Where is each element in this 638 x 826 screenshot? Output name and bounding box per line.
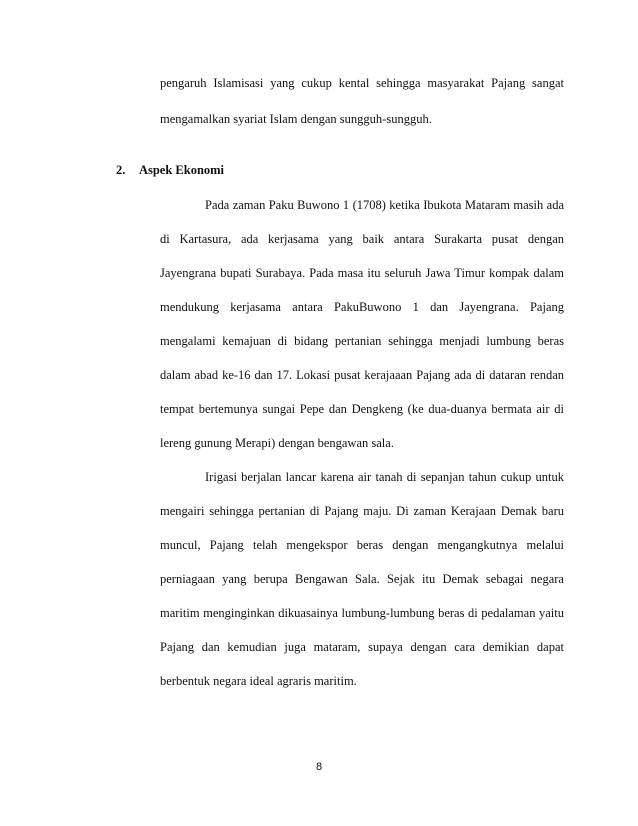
paragraph1-line-2: di Kartasura, ada kerjasama yang baik antara Surakarta pusat dengan [160, 232, 564, 246]
paragraph1-line-1: Pada zaman Paku Buwono 1 (1708) ketika Ibukota Mataram masih ada [205, 198, 564, 212]
paragraph1-line-6: dalam abad ke-16 dan 17. Lokasi pusat kerajaaan Pajang ada di dataran rendan [160, 368, 564, 382]
section-number: 2. [116, 163, 126, 177]
page-number: 8 [315, 761, 323, 773]
section-title: Aspek Ekonomi [138, 163, 225, 177]
paragraph1-line-8: lereng gunung Merapi) dengan bengawan sala. [160, 436, 394, 450]
continuation-line-2: mengamalkan syariat Islam dengan sungguh-sungguh. [160, 112, 432, 126]
paragraph1-line-4: mendukung kerjasama antara PakuBuwono 1 dan Jayengrana. Pajang [160, 300, 564, 314]
paragraph2-line-3: muncul, Pajang telah mengekspor beras dengan mengangkutnya melalui [160, 538, 564, 552]
continuation-line-1: pengaruh Islamisasi yang cukup kental sehingga masyarakat Pajang sangat [160, 76, 564, 90]
paragraph1-line-3: Jayengrana bupati Surabaya. Pada masa itu seluruh Jawa Timur kompak dalam [160, 266, 564, 280]
section-heading [116, 163, 224, 178]
paragraph2-line-5: maritim menginginkan dikuasainya lumbung-lumbung beras di pedalaman yaitu [160, 606, 564, 620]
paragraph2-line-2: mengairi sehingga pertanian di Pajang maju. Di zaman Kerajaan Demak baru [160, 504, 564, 518]
paragraph1-line-7: tempat bertemunya sungai Pepe dan Dengkeng (ke dua-duanya bermata air di [160, 402, 564, 416]
paragraph2-line-1: Irigasi berjalan lancar karena air tanah di sepanjan tahun cukup untuk [205, 470, 564, 484]
paragraph2-line-4: perniagaan yang berupa Bengawan Sala. Sejak itu Demak sebagai negara [160, 572, 564, 586]
paragraph2-line-7: berbentuk negara ideal agraris maritim. [160, 674, 357, 688]
paragraph2-line-6: Pajang dan kemudian juga mataram, supaya dengan cara demikian dapat [160, 640, 564, 654]
paragraph1-line-5: mengalami kemajuan di bidang pertanian sehingga menjadi lumbung beras [160, 334, 564, 348]
